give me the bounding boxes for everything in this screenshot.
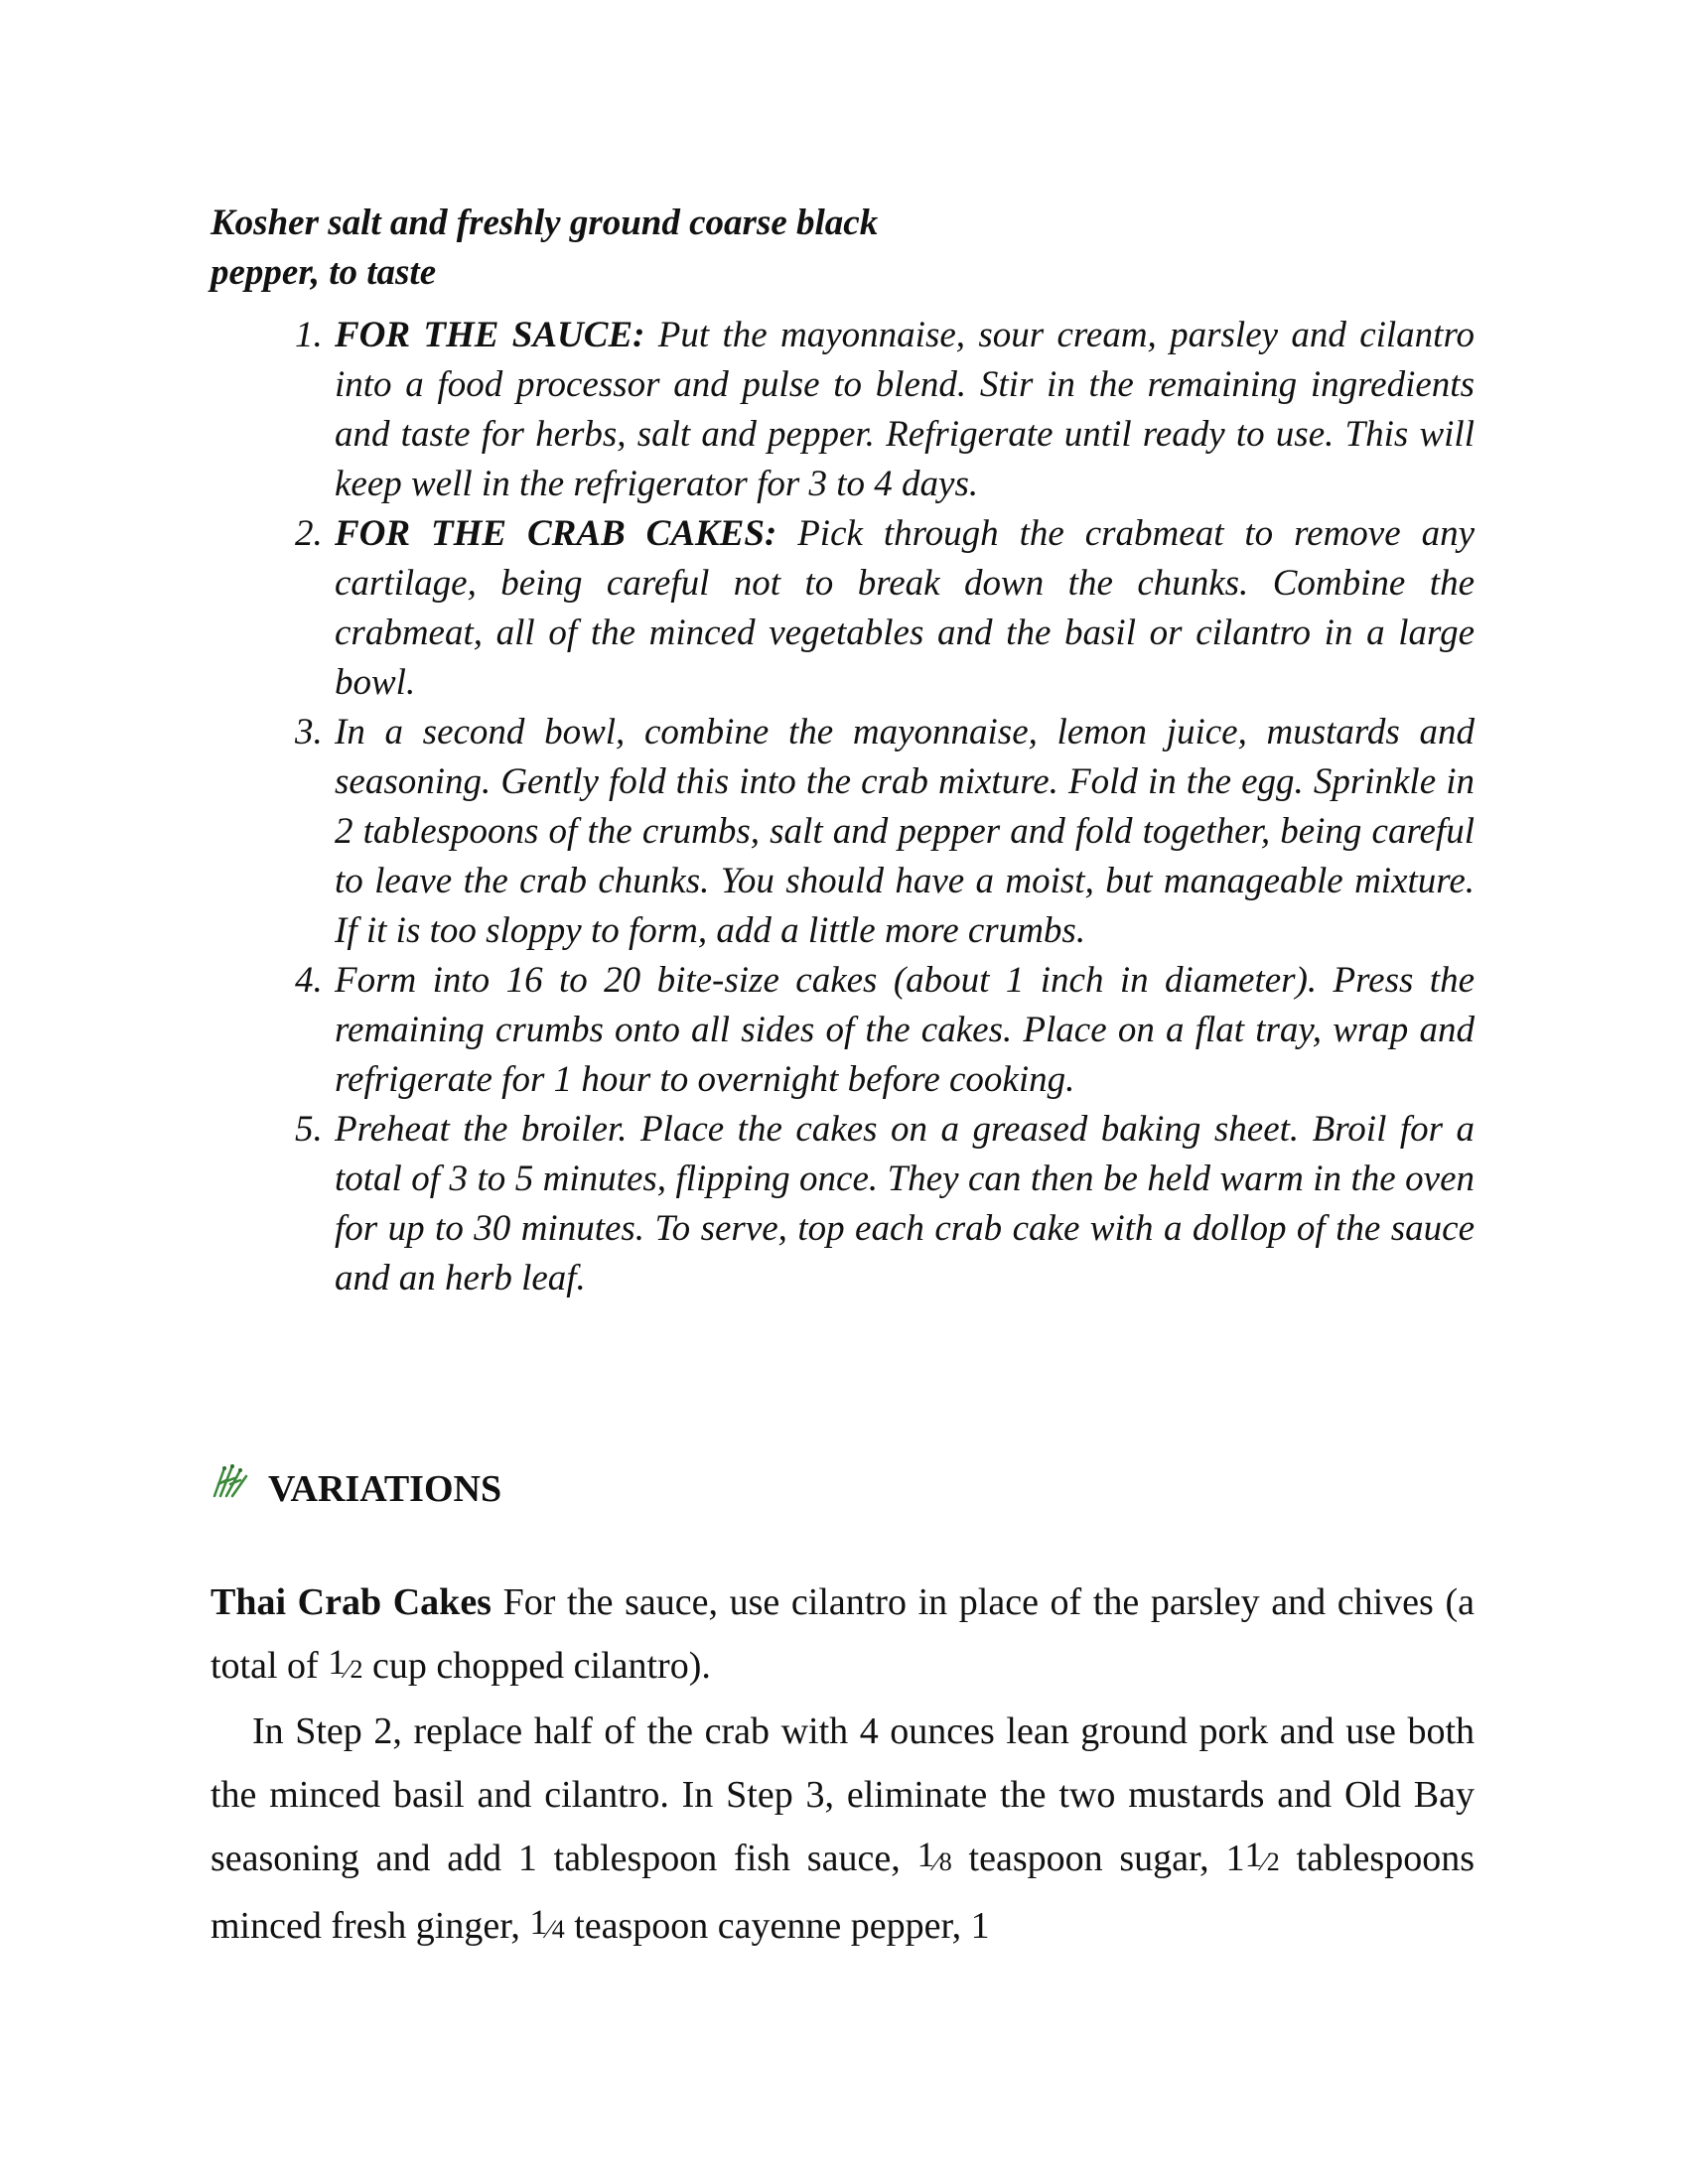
section-title: VARIATIONS <box>268 1468 502 1510</box>
herb-leaf-icon <box>211 1460 250 1500</box>
step-item <box>0 956 1475 1105</box>
ingredient-tail <box>211 199 1005 298</box>
step-number: 3. <box>295 712 323 752</box>
ingredient-line: pepper, to taste <box>211 252 437 293</box>
variation-paragraph <box>211 1700 1475 1962</box>
fraction: $^1$⁄4 <box>529 1902 565 1944</box>
step-number: 2. <box>295 513 323 554</box>
step-text: Put the mayonnaise, sour cream, parsley and cilantro into a food processor and pulse to blend. Stir in the remaining ingredients and taste for herbs, salt and pepper. Refrigerate until ready to use. This will keep well in the refrigerator for 3 to 4 days. <box>335 315 1475 504</box>
step-number: 1. <box>295 315 323 355</box>
step-item <box>0 311 1475 509</box>
step-number: 5. <box>295 1109 323 1150</box>
step-text: Preheat the broiler. Place the cakes on a greased baking sheet. Broil for a total of 3 to 5 minutes, flipping once. They can then be held warm in the oven for up to 30 minutes. To serve, top each crab cake with a dollop of the sauce and an herb leaf. <box>335 1109 1475 1298</box>
ingredient-line: Kosher salt and freshly ground coarse black <box>211 203 879 243</box>
step-item <box>0 509 1475 708</box>
step-text: Form into 16 to 20 bite-size cakes (about 1 inch in diameter). Press the remaining crumbs onto all sides of the cakes. Place on a flat tray, wrap and refrigerate for 1 hour to overnight before cooking. <box>335 960 1475 1100</box>
paragraph-text: teaspoon cayenne pepper, 1 <box>564 1905 990 1947</box>
fraction: $^1$⁄2 <box>1244 1835 1280 1876</box>
variation-paragraph <box>211 1570 1475 1702</box>
step-label: FOR THE SAUCE: <box>335 315 645 355</box>
variations-heading <box>211 1464 501 1514</box>
paragraph-text: cup chopped cilantro). <box>362 1645 711 1687</box>
step-item <box>0 1105 1475 1303</box>
instruction-steps <box>0 311 1475 1303</box>
variation-title: Thai Crab Cakes <box>211 1581 492 1623</box>
step-number: 4. <box>295 960 323 1001</box>
step-label: FOR THE CRAB CAKES: <box>335 513 777 554</box>
fraction: $^1$⁄2 <box>328 1642 363 1684</box>
paragraph-text: teaspoon sugar, 1 <box>951 1838 1245 1879</box>
paragraph-text: In Step 2, replace half of the crab with 4 ounces lean ground pork and use both the minced basil and cilantro. In Step 3, eliminate the two mustards and Old Bay seasoning and add 1 tablespoon fish sauce, <box>211 1710 1475 1879</box>
paragraph-text: For the sauce, use cilantro in place of the parsley and chives (a total of <box>211 1581 1475 1687</box>
step-text: In a second bowl, combine the mayonnaise, lemon juice, mustards and seasoning. Gently fold this into the crab mixture. Fold in the egg. Sprinkle in 2 tablespoons of the crumbs, salt and pepper and fold together, being careful to leave the crab chunks. You should have a moist, but manageable mixture. If it is too sloppy to form, add a little more crumbs. <box>335 712 1475 951</box>
step-item <box>0 708 1475 956</box>
fraction: $^1$⁄8 <box>916 1835 952 1876</box>
paragraph-text: tablespoons minced fresh ginger, <box>211 1838 1475 1947</box>
step-text: Pick through the crabmeat to remove any cartilage, being careful not to break down the chunks. Combine the crabmeat, all of the minced vegetables and the basil or cilantro in a large bowl. <box>335 513 1475 703</box>
